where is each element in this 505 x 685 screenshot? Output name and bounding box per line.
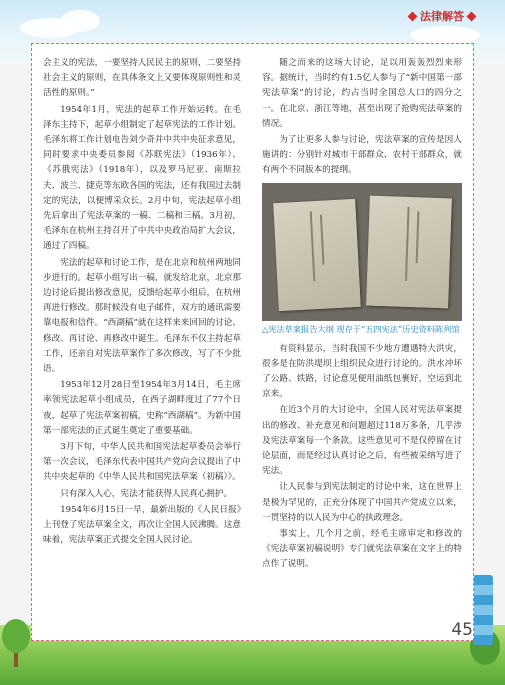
booklet-right-image <box>366 195 452 308</box>
paragraph: 在近3个月的大讨论中，全国人民对宪法草案提出的修改、补充意见和问题超过118万多条，几乎涉及宪法草案每一个条款。这些意见可不是仅停留在讨论层面，而是经过认真讨论之后，有些被采纳写进了宪法。 <box>262 405 462 477</box>
document-photo <box>262 183 462 321</box>
diamond-icon <box>467 11 477 21</box>
paragraph: 宪法的起草和讨论工作，是在北京和杭州两地同步进行的。起草小组写出一稿，就发给北京，北京那边讨论后提出修改意见，反馈给起草小组后，在杭州再进行修改。那时候没有电子邮件，双方的通讯需要靠电报和信件。“西湖稿”就在这样来来回回的讨论、修改、再讨论、再修改中诞生。毛泽东不仅主持起草工作，还亲自对宪法草案作了多次修改，写了不少批语。 <box>43 257 241 375</box>
page-number: 45 <box>451 620 473 640</box>
paragraph: 为了让更多人参与讨论，宪法草案的宣传是因人施讲的：分别针对城市干部群众、农村干部群众，就有两个不同版本的提纲。 <box>262 135 462 176</box>
paragraph: 随之而来的这场大讨论，足以用轰轰烈烈来形容。据统计，当时约有1.5亿人参与了“新中国第一部宪法草案”的讨论，约占当时全国总人口的四分之一。在北京、浙江等地，甚至出现了抢购宪法草案的情况。 <box>262 58 462 129</box>
cloud-decoration <box>410 26 480 44</box>
paragraph: 3月下旬，中华人民共和国宪法起草委员会举行第一次会议，毛泽东代表中国共产党向会议提出了中共中央起草的《中华人民共和国宪法草案（初稿）》。 <box>43 442 241 483</box>
paragraph: 1954年1月，宪法的起草工作开始运转。在毛泽东主持下，起草小组制定了起草宪法的工作计划。毛泽东将工作计划电告刘少奇并中共中央征求意见，同时要求中央委员参阅《苏联宪法》（1936年）、《苏俄宪法》（1918年），以及罗马尼亚、南斯拉夫、波兰、捷克等东欧各国的宪法，还有我国过去制定的宪法，以便博采众长。2月中旬，宪法起草小组先后拿出了宪法草案的一稿、二稿和三稿。3月初，毛泽东在杭州主持召开了中共中央政治局扩大会议，通过了四稿。 <box>43 104 241 252</box>
paragraph: 1953年12月28日至1954年3月14日，毛主席率领宪法起草小组成员，在西子湖畔度过了77个日夜，起草了宪法草案初稿，史称“西湖稿”。为新中国第一部宪法的正式诞生奠定了重要基础。 <box>43 380 241 436</box>
booklet-left-image <box>273 199 361 311</box>
paragraph: 有资料显示，当时我国不少地方遭遇特大洪灾，很多是在防洪堤坝上组织民众进行讨论的。洪水冲坏了公路、铁路，讨论意见便用油纸包裹好，空运到北京来。 <box>262 343 462 400</box>
left-column <box>43 56 241 549</box>
paragraph: 只有深入人心，宪法才能获得人民真心拥护。 <box>60 488 233 499</box>
paragraph: 会主义的宪法，一要坚持人民民主的原则，二要坚持社会主义的原则，在具体条文上又要体现原则性和灵活性的原则。” <box>43 58 241 99</box>
right-column <box>262 56 462 573</box>
paragraph: 事实上，几个月之前，经毛主席审定和修改的《宪法草案初稿说明》专门就宪法草案在文字上的特点作了说明。 <box>262 529 462 570</box>
tree-decoration <box>2 619 30 653</box>
paragraph: 让人民参与到宪法制定的讨论中来，这在世界上是极为罕见的，正充分体现了中国共产党成立以来，一贯坚持的以人民为中心的执政理念。 <box>262 482 462 523</box>
section-header <box>409 6 475 26</box>
diamond-icon <box>408 11 418 21</box>
article-frame <box>31 43 474 641</box>
photo-caption: △宪法草案报告大纲 现存于“五四宪法”历史资料陈列馆 <box>262 323 460 334</box>
page-edge-tab <box>473 575 493 645</box>
section-title: 法律解答 <box>420 10 464 23</box>
cloud-decoration <box>60 10 100 32</box>
paragraph: 1954年6月15日一早，最新出版的《人民日报》上刊登了宪法草案全文，再次让全国人民沸腾。这意味着，宪法草案正式提交全国人民讨论。 <box>43 504 241 546</box>
